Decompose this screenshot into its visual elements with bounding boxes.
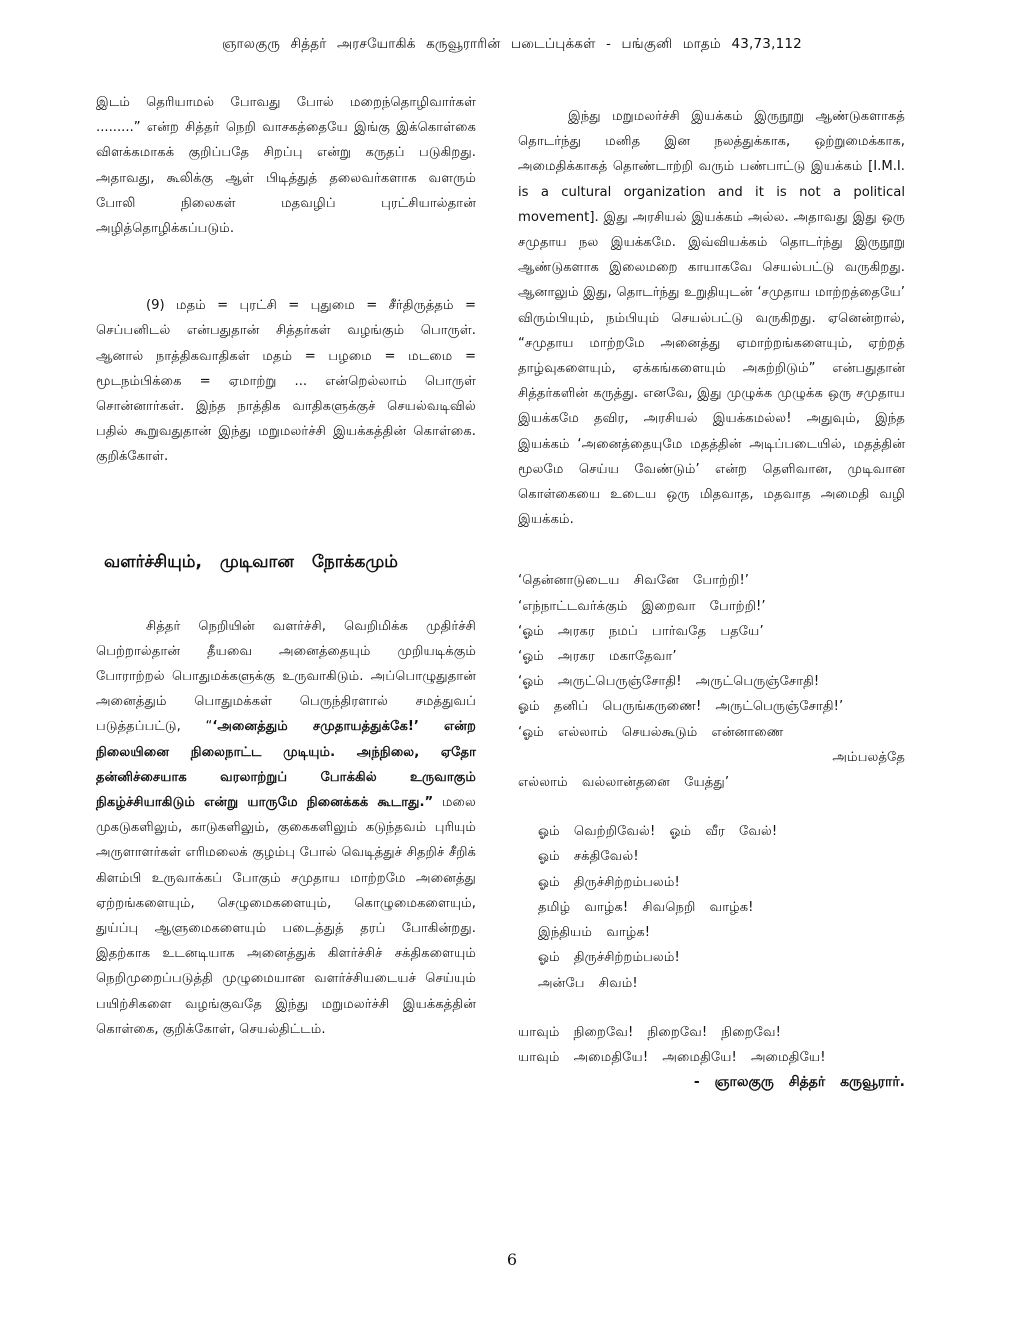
chant-block — [518, 819, 905, 995]
paragraph-point-9: (9) மதம் = புரட்சி = புதுமை = சீர்திருத்தம் = செப்பனிடல் என்பதுதான் சித்தர்கள் வழங்கும் பொருள். ஆனால் நாத்திகவாதிகள் மதம் = பழமை = மடமை = மூடநம்பிக்கை = ஏமாற்று ... என்றெல்லாம் பொருள் சொன்னார்கள். இந்த நாத்திக வாதிகளுக்குச் செயல்வடிவில் பதில் கூறுவதுதான் இந்து மறுமலர்ச்சி இயக்கத்தின் கொள்கை. குறிக்கோள். — [96, 298, 476, 465]
verse-line: ‘ஓம் அரகர நமப் பார்வதே பதயே’ — [518, 623, 764, 639]
bold-quote: ‘அனைத்தும் சமுதாயத்துக்கே!’ என்ற நிலையினை நிலைநாட்ட முடியும். அந்நிலை, ஏதோ தன்னிச்சையாக வரலாற்றுப் போக்கில் உருவாகும் நிகழ்ச்சியாகிடும் என்று யாருமே நினைக்கக் கூடாது.” — [96, 719, 476, 811]
chant-line: ஓம் திருச்சிற்றம்பலம்! — [538, 874, 680, 890]
verse-line: ‘ஓம் அருட்பெருஞ்சோதி! அருட்பெருஞ்சோதி! — [518, 674, 820, 690]
paragraph: இடம் தெரியாமல் போவது போல் மறைந்தொழிவார்கள் .........” என்ற சித்தர் நெறி வாசகத்தையே இங்கு இக்கொள்கை விளக்கமாகக் குறிப்பதே சிறப்பு என்று கருதப் படுகிறது. அதாவது, கூலிக்கு ஆள் பிடித்துத் தலைவர்களாக வளரும் போலி நிலைகள் மதவழிப் புரட்சியால்தான் அழித்தொழிக்கப்படும். — [96, 95, 476, 237]
closing-block — [518, 1020, 905, 1096]
chant-line: ஓம் திருச்சிற்றம்பலம்! — [538, 950, 680, 966]
chant-line: இந்தியம் வாழ்க! — [538, 925, 651, 941]
running-header: ஞாலகுரு சித்தர் அரசயோகிக் கருவூராரின் படைப்புக்கள் - பங்குனி மாதம் 43,73,112 — [222, 36, 802, 52]
verse-line: ‘தென்னாடுடைய சிவனே போற்றி!’ — [518, 573, 749, 589]
verse-line: ஓம் தனிப் பெருங்கருணை! அருட்பெருஞ்சோதி!’ — [518, 699, 844, 715]
left-column — [96, 90, 476, 1042]
verse-line: ‘ஓம் எல்லாம் செயல்கூடும் என்னாணை — [518, 724, 784, 740]
verse-line: ‘ஓம் அரகர மகாதேவா’ — [518, 649, 677, 665]
chant-line: ஓம் சக்திவேல்! — [538, 849, 639, 865]
paragraph-text: சித்தர் நெறியின் வளர்ச்சி, வெறிமிக்க முதிர்ச்சி பெற்றால்தான் தீயவை அனைத்தையும் முறியடிக்கும் போராற்றல் பொதுமக்களுக்கு உருவாகிடும். அப்பொழுதுதான் அனைத்தும் பொதுமக்கள் பெருந்திரளால் சமத்துவப் படுத்தப்பட்டு, “ — [96, 618, 476, 735]
verse-block — [518, 568, 905, 795]
verse-line: ‘எந்நாட்டவர்க்கும் இறைவா போற்றி!’ — [518, 598, 766, 614]
section-heading: வளர்ச்சியும், முடிவான நோக்கமும் — [104, 551, 398, 572]
paragraph — [96, 614, 476, 1042]
paragraph-text: மலை முகடுகளிலும், காடுகளிலும், குகைகளிலும் கடுந்தவம் புரியும் அருளாளர்கள் எரிமலைக் குழம்பு போல் வெடித்துச் சிதறிச் சீறிக் கிளம்பி உருவாக்கப் போகும் சமுதாய மாற்றமே அனைத்து ஏற்றங்களையும், செழுமைகளையும், கொழுமைகளையும், துய்ப்பு ஆளுமைகளையும் படைத்துத் தரப் போகின்றது. இதற்காக உடனடியாக அனைத்துக் கிளர்ச்சிச் சக்திகளையும் நெறிமுறைப்படுத்தி முழுமையான வளர்ச்சியடையச் செய்யும் பயிற்சிகளை வழங்குவதே இந்து மறுமலர்ச்சி இயக்கத்தின் கொள்கை, குறிக்கோள், செயல்திட்டம். — [96, 795, 476, 1037]
author-signature: - ஞாலகுரு சித்தர் கருவூரார். — [693, 1074, 905, 1091]
page-number: 6 — [506, 1250, 518, 1269]
chant-line: தமிழ் வாழ்க! சிவநெறி வாழ்க! — [538, 899, 754, 915]
paragraph: இந்து மறுமலர்ச்சி இயக்கம் இருநூறு ஆண்டுகளாகத் தொடர்ந்து மனித இன நலத்துக்காக, ஒற்றுமைக்காக, அமைதிக்காகத் தொண்டாற்றி வரும் பண்பாட்டு இயக்கம் [I.M.I. is a cultural organization and it is not a political movement]. இது அரசியல் இயக்கம் அல்ல. அதாவது இது ஒரு சமுதாய நல இயக்கமே. இவ்வியக்கம் தொடர்ந்து இருநூறு ஆண்டுகளாக இலைமறை காயாகவே செயல்பட்டு வருகிறது. ஆனாலும் இது, தொடர்ந்து உறுதியுடன் ‘சமுதாய மாற்றத்தையே’ விரும்பியும், நம்பியும் செயல்பட்டு வருகிறது. ஏனென்றால், “சமுதாய மாற்றமே அனைத்து ஏமாற்றங்களையும், ஏற்றத் தாழ்வுகளையும், ஏக்கங்களையும் அகற்றிடும்” என்பதுதான் சித்தர்களின் கருத்து. எனவே, இது முழுக்க முழுக்க ஒரு சமுதாய இயக்கமே தவிர, அரசியல் இயக்கமல்ல! அதுவும், இந்த இயக்கம் ‘அனைத்தையுமே மதத்தின் அடிப்படையில், மதத்தின் மூலமே செய்ய வேண்டும்’ என்ற தெளிவான, முடிவான கொள்கையை உடைய ஒரு மிதவாத, மதவாத அமைதி வழி இயக்கம். — [518, 109, 905, 528]
verse-line: அம்பலத்தே — [832, 749, 905, 765]
closing-line: யாவும் நிறைவே! நிறைவே! நிறைவே! — [518, 1024, 781, 1040]
chant-line: அன்பே சிவம்! — [538, 975, 638, 991]
chant-line: ஓம் வெற்றிவேல்! ஓம் வீர வேல்! — [538, 824, 778, 840]
closing-line: யாவும் அமைதியே! அமைதியே! அமைதியே! — [518, 1049, 826, 1065]
right-column — [518, 104, 905, 1095]
verse-line: எல்லாம் வல்லான்தனை யேத்து’ — [518, 775, 730, 791]
